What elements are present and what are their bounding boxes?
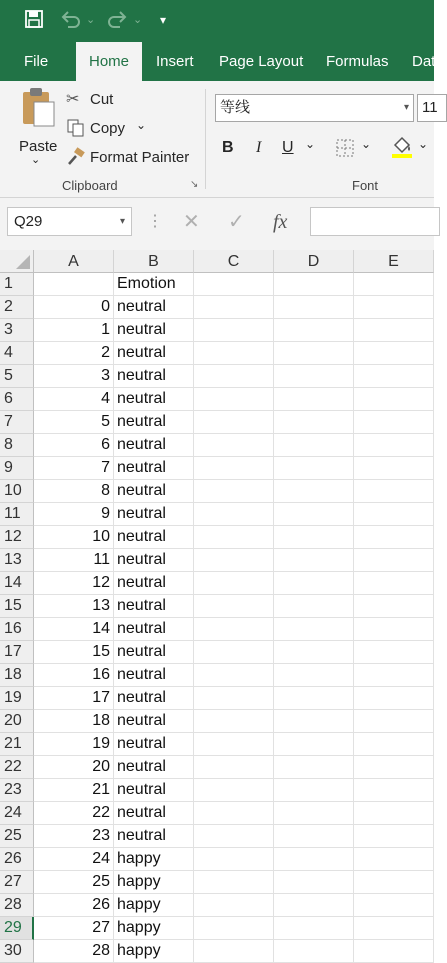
copy-label: Copy bbox=[90, 120, 126, 137]
undo-icon[interactable] bbox=[60, 10, 82, 32]
cell-e[interactable] bbox=[354, 296, 434, 319]
paste-dropdown-icon: ⌄ bbox=[31, 154, 41, 166]
row-header[interactable]: 25 bbox=[0, 825, 34, 848]
name-box-dropdown-icon: ▾ bbox=[119, 216, 125, 227]
cell-d[interactable] bbox=[274, 664, 354, 687]
cut-button[interactable] bbox=[66, 89, 126, 111]
borders-dropdown-icon[interactable]: ⌄ bbox=[361, 137, 372, 151]
cell-d[interactable] bbox=[274, 641, 354, 664]
cell-c[interactable] bbox=[194, 871, 274, 894]
cell-c[interactable] bbox=[194, 296, 274, 319]
font-size-select[interactable] bbox=[417, 94, 447, 122]
table-row bbox=[0, 871, 434, 894]
table-row bbox=[0, 940, 434, 963]
cell-d[interactable] bbox=[274, 549, 354, 572]
cell-a[interactable]: 24 bbox=[34, 848, 114, 871]
cell-a[interactable]: 15 bbox=[34, 641, 114, 664]
cell-b[interactable]: neutral bbox=[114, 687, 194, 710]
table-row bbox=[0, 549, 434, 572]
table-row bbox=[0, 825, 434, 848]
row-header[interactable]: 10 bbox=[0, 480, 34, 503]
format-painter-label: Format Painter bbox=[90, 149, 190, 166]
cell-c[interactable] bbox=[194, 434, 274, 457]
cell-e[interactable] bbox=[354, 273, 434, 296]
cell-e[interactable] bbox=[354, 710, 434, 733]
row-header[interactable]: 7 bbox=[0, 411, 34, 434]
column-header-a[interactable]: A bbox=[34, 250, 114, 273]
cell-e[interactable] bbox=[354, 365, 434, 388]
row-header[interactable]: 3 bbox=[0, 319, 34, 342]
cell-b[interactable]: neutral bbox=[114, 296, 194, 319]
cell-e[interactable] bbox=[354, 457, 434, 480]
table-row bbox=[0, 319, 434, 342]
fill-color-dropdown-icon[interactable]: ⌄ bbox=[418, 137, 429, 151]
table-row bbox=[0, 572, 434, 595]
cell-e[interactable] bbox=[354, 779, 434, 802]
cell-c[interactable] bbox=[194, 388, 274, 411]
redo-icon[interactable] bbox=[106, 10, 128, 32]
insert-function-button[interactable]: fx bbox=[273, 211, 288, 233]
cell-c[interactable] bbox=[194, 319, 274, 342]
cell-d[interactable] bbox=[274, 802, 354, 825]
cell-b[interactable]: neutral bbox=[114, 388, 194, 411]
row-header[interactable]: 5 bbox=[0, 365, 34, 388]
cell-c[interactable] bbox=[194, 526, 274, 549]
cell-b[interactable]: neutral bbox=[114, 825, 194, 848]
table-row bbox=[0, 641, 434, 664]
cell-a[interactable]: 6 bbox=[34, 434, 114, 457]
table-row bbox=[0, 273, 434, 296]
column-header-e[interactable]: E bbox=[354, 250, 434, 273]
cell-a[interactable]: 27 bbox=[34, 917, 114, 940]
cell-e[interactable] bbox=[354, 894, 434, 917]
cell-c[interactable] bbox=[194, 917, 274, 940]
table-row bbox=[0, 894, 434, 917]
cell-a[interactable]: 4 bbox=[34, 388, 114, 411]
table-row bbox=[0, 664, 434, 687]
row-header[interactable]: 11 bbox=[0, 503, 34, 526]
copy-icon bbox=[67, 119, 85, 142]
table-row bbox=[0, 595, 434, 618]
cell-d[interactable] bbox=[274, 848, 354, 871]
cell-b[interactable]: neutral bbox=[114, 342, 194, 365]
cell-e[interactable] bbox=[354, 917, 434, 940]
cell-c[interactable] bbox=[194, 411, 274, 434]
cell-d[interactable] bbox=[274, 503, 354, 526]
cell-c[interactable] bbox=[194, 779, 274, 802]
cell-c[interactable] bbox=[194, 457, 274, 480]
table-row bbox=[0, 457, 434, 480]
cell-c[interactable] bbox=[194, 756, 274, 779]
cell-d[interactable] bbox=[274, 526, 354, 549]
table-row bbox=[0, 710, 434, 733]
cell-a[interactable]: 18 bbox=[34, 710, 114, 733]
tab-page-layout[interactable]: Page Layout bbox=[219, 53, 304, 70]
cell-e[interactable] bbox=[354, 871, 434, 894]
cell-e[interactable] bbox=[354, 641, 434, 664]
cell-a[interactable]: 5 bbox=[34, 411, 114, 434]
column-header-c[interactable]: C bbox=[194, 250, 274, 273]
cell-b[interactable]: neutral bbox=[114, 779, 194, 802]
cell-e[interactable] bbox=[354, 848, 434, 871]
cell-e[interactable] bbox=[354, 802, 434, 825]
table-row bbox=[0, 618, 434, 641]
cell-e[interactable] bbox=[354, 618, 434, 641]
paste-label: Paste bbox=[19, 138, 58, 155]
cell-d[interactable] bbox=[274, 273, 354, 296]
row-header[interactable]: 4 bbox=[0, 342, 34, 365]
copy-dropdown-icon: ⌄ bbox=[136, 118, 147, 132]
table-row bbox=[0, 687, 434, 710]
formula-bar bbox=[0, 198, 434, 250]
cell-d[interactable] bbox=[274, 710, 354, 733]
cell-e[interactable] bbox=[354, 342, 434, 365]
cell-c[interactable] bbox=[194, 641, 274, 664]
table-row bbox=[0, 802, 434, 825]
font-name-select[interactable] bbox=[215, 94, 414, 122]
title-bar bbox=[0, 0, 434, 42]
row-header[interactable]: 26 bbox=[0, 848, 34, 871]
cell-e[interactable] bbox=[354, 480, 434, 503]
table-row bbox=[0, 365, 434, 388]
cell-e[interactable] bbox=[354, 503, 434, 526]
cell-c[interactable] bbox=[194, 572, 274, 595]
cell-b[interactable]: neutral bbox=[114, 365, 194, 388]
cell-e[interactable] bbox=[354, 756, 434, 779]
cell-b[interactable]: neutral bbox=[114, 802, 194, 825]
cell-d[interactable] bbox=[274, 595, 354, 618]
cell-d[interactable] bbox=[274, 319, 354, 342]
row-header[interactable]: 12 bbox=[0, 526, 34, 549]
row-header[interactable]: 19 bbox=[0, 687, 34, 710]
row-header[interactable]: 9 bbox=[0, 457, 34, 480]
cell-e[interactable] bbox=[354, 526, 434, 549]
table-row bbox=[0, 388, 434, 411]
ribbon bbox=[0, 81, 438, 198]
cell-e[interactable] bbox=[354, 664, 434, 687]
cell-e[interactable] bbox=[354, 434, 434, 457]
row-header[interactable]: 6 bbox=[0, 388, 34, 411]
tab-home[interactable]: Home bbox=[76, 42, 142, 81]
cell-a[interactable]: 22 bbox=[34, 802, 114, 825]
row-header[interactable]: 15 bbox=[0, 595, 34, 618]
cell-b[interactable]: neutral bbox=[114, 549, 194, 572]
cell-c[interactable] bbox=[194, 365, 274, 388]
undo-dropdown-icon[interactable]: ⌄ bbox=[86, 14, 96, 26]
paintbrush-icon bbox=[67, 148, 85, 171]
ribbon-tabs bbox=[0, 42, 434, 81]
row-header[interactable]: 17 bbox=[0, 641, 34, 664]
cell-b[interactable]: neutral bbox=[114, 572, 194, 595]
cell-b[interactable]: happy bbox=[114, 848, 194, 871]
fill-color-icon[interactable] bbox=[391, 135, 413, 164]
cell-c[interactable] bbox=[194, 848, 274, 871]
row-header[interactable]: 18 bbox=[0, 664, 34, 687]
cell-d[interactable] bbox=[274, 618, 354, 641]
row-header[interactable]: 20 bbox=[0, 710, 34, 733]
table-row bbox=[0, 342, 434, 365]
cell-d[interactable] bbox=[274, 756, 354, 779]
cell-c[interactable] bbox=[194, 802, 274, 825]
table-row bbox=[0, 480, 434, 503]
row-header[interactable]: 24 bbox=[0, 802, 34, 825]
underline-button[interactable]: U bbox=[282, 139, 294, 156]
cell-e[interactable] bbox=[354, 572, 434, 595]
row-header[interactable]: 29 bbox=[0, 917, 34, 940]
cell-a[interactable]: 19 bbox=[34, 733, 114, 756]
cell-a[interactable]: 0 bbox=[34, 296, 114, 319]
cell-c[interactable] bbox=[194, 940, 274, 963]
cell-e[interactable] bbox=[354, 825, 434, 848]
cell-c[interactable] bbox=[194, 480, 274, 503]
row-header[interactable]: 16 bbox=[0, 618, 34, 641]
table-row bbox=[0, 526, 434, 549]
cell-c[interactable] bbox=[194, 503, 274, 526]
cell-d[interactable] bbox=[274, 411, 354, 434]
formula-input[interactable] bbox=[310, 207, 440, 236]
format-painter-button[interactable] bbox=[66, 147, 191, 169]
cell-a[interactable]: 13 bbox=[34, 595, 114, 618]
cell-d[interactable] bbox=[274, 296, 354, 319]
cell-b[interactable]: neutral bbox=[114, 595, 194, 618]
underline-dropdown-icon[interactable]: ⌄ bbox=[305, 137, 316, 151]
cell-a[interactable]: 8 bbox=[34, 480, 114, 503]
table-row bbox=[0, 733, 434, 756]
spreadsheet-grid bbox=[0, 250, 434, 959]
cell-a[interactable]: 23 bbox=[34, 825, 114, 848]
italic-button[interactable]: I bbox=[256, 139, 262, 156]
name-box[interactable] bbox=[7, 207, 132, 236]
cell-a[interactable]: 3 bbox=[34, 365, 114, 388]
cell-e[interactable] bbox=[354, 687, 434, 710]
cell-d[interactable] bbox=[274, 572, 354, 595]
column-header-b[interactable]: B bbox=[114, 250, 194, 273]
cell-b[interactable]: Emotion bbox=[114, 273, 194, 296]
table-row bbox=[0, 756, 434, 779]
cell-d[interactable] bbox=[274, 871, 354, 894]
cell-d[interactable] bbox=[274, 342, 354, 365]
select-all-button[interactable] bbox=[0, 250, 34, 273]
row-header[interactable]: 21 bbox=[0, 733, 34, 756]
cell-e[interactable] bbox=[354, 549, 434, 572]
cell-e[interactable] bbox=[354, 940, 434, 963]
cell-d[interactable] bbox=[274, 733, 354, 756]
font-group-label: Font bbox=[352, 178, 379, 193]
table-row bbox=[0, 779, 434, 802]
font-name-dropdown-icon: ▾ bbox=[403, 102, 409, 113]
cell-b[interactable]: neutral bbox=[114, 710, 194, 733]
cell-e[interactable] bbox=[354, 388, 434, 411]
cell-c[interactable] bbox=[194, 664, 274, 687]
row-header[interactable]: 13 bbox=[0, 549, 34, 572]
cell-a[interactable]: 26 bbox=[34, 894, 114, 917]
cell-c[interactable] bbox=[194, 342, 274, 365]
cell-c[interactable] bbox=[194, 733, 274, 756]
cell-b[interactable]: neutral bbox=[114, 641, 194, 664]
cell-d[interactable] bbox=[274, 388, 354, 411]
cell-a[interactable]: 9 bbox=[34, 503, 114, 526]
cell-e[interactable] bbox=[354, 319, 434, 342]
cell-d[interactable] bbox=[274, 480, 354, 503]
cell-c[interactable] bbox=[194, 273, 274, 296]
customize-icon[interactable]: ▾ bbox=[160, 13, 167, 27]
row-header[interactable]: 14 bbox=[0, 572, 34, 595]
cell-e[interactable] bbox=[354, 733, 434, 756]
cell-b[interactable]: neutral bbox=[114, 411, 194, 434]
cell-b[interactable]: neutral bbox=[114, 733, 194, 756]
cell-b[interactable]: neutral bbox=[114, 480, 194, 503]
cell-c[interactable] bbox=[194, 825, 274, 848]
formula-bar-grip-icon: ⋮ bbox=[147, 213, 163, 230]
cancel-icon[interactable]: ✕ bbox=[183, 211, 200, 233]
cut-label: Cut bbox=[90, 91, 114, 108]
table-row bbox=[0, 411, 434, 434]
cell-d[interactable] bbox=[274, 825, 354, 848]
cell-b[interactable]: happy bbox=[114, 940, 194, 963]
clipboard-group-label: Clipboard bbox=[62, 178, 118, 193]
table-row bbox=[0, 296, 434, 319]
cell-b[interactable]: neutral bbox=[114, 526, 194, 549]
cell-c[interactable] bbox=[194, 710, 274, 733]
cell-a[interactable]: 17 bbox=[34, 687, 114, 710]
cell-a[interactable]: 25 bbox=[34, 871, 114, 894]
clipboard-icon bbox=[20, 87, 56, 134]
cell-a[interactable]: 20 bbox=[34, 756, 114, 779]
cell-b[interactable]: neutral bbox=[114, 319, 194, 342]
tab-formulas[interactable]: Formulas bbox=[326, 53, 389, 70]
cell-e[interactable] bbox=[354, 595, 434, 618]
ribbon-group-divider bbox=[205, 89, 206, 189]
cell-a[interactable]: 7 bbox=[34, 457, 114, 480]
cell-d[interactable] bbox=[274, 365, 354, 388]
cell-d[interactable] bbox=[274, 687, 354, 710]
cell-b[interactable]: neutral bbox=[114, 503, 194, 526]
cell-a[interactable]: 12 bbox=[34, 572, 114, 595]
cell-a[interactable] bbox=[34, 273, 114, 296]
cell-c[interactable] bbox=[194, 894, 274, 917]
cell-b[interactable]: neutral bbox=[114, 664, 194, 687]
row-header[interactable]: 30 bbox=[0, 940, 34, 963]
row-header[interactable]: 22 bbox=[0, 756, 34, 779]
tab-insert[interactable]: Insert bbox=[156, 53, 194, 70]
row-header[interactable]: 8 bbox=[0, 434, 34, 457]
cell-a[interactable]: 14 bbox=[34, 618, 114, 641]
cell-b[interactable]: neutral bbox=[114, 457, 194, 480]
bold-button[interactable]: B bbox=[222, 139, 234, 156]
save-icon[interactable] bbox=[25, 10, 43, 32]
cell-d[interactable] bbox=[274, 457, 354, 480]
table-row bbox=[0, 503, 434, 526]
cell-c[interactable] bbox=[194, 595, 274, 618]
name-box-value: Q29 bbox=[14, 213, 43, 230]
cell-d[interactable] bbox=[274, 894, 354, 917]
cell-d[interactable] bbox=[274, 940, 354, 963]
row-header[interactable]: 28 bbox=[0, 894, 34, 917]
borders-icon[interactable] bbox=[336, 139, 354, 162]
row-header[interactable]: 27 bbox=[0, 871, 34, 894]
tab-file[interactable]: File bbox=[24, 53, 49, 70]
paste-button[interactable] bbox=[14, 87, 60, 169]
scissors-icon: ✂ bbox=[66, 91, 80, 108]
cell-b[interactable]: neutral bbox=[114, 434, 194, 457]
cell-d[interactable] bbox=[274, 917, 354, 940]
cell-e[interactable] bbox=[354, 411, 434, 434]
cell-a[interactable]: 11 bbox=[34, 549, 114, 572]
cell-b[interactable]: happy bbox=[114, 894, 194, 917]
cell-b[interactable]: neutral bbox=[114, 618, 194, 641]
cell-c[interactable] bbox=[194, 618, 274, 641]
redo-dropdown-icon[interactable]: ⌄ bbox=[133, 14, 143, 26]
cell-a[interactable]: 10 bbox=[34, 526, 114, 549]
cell-a[interactable]: 2 bbox=[34, 342, 114, 365]
row-header[interactable]: 23 bbox=[0, 779, 34, 802]
cell-d[interactable] bbox=[274, 779, 354, 802]
row-header[interactable]: 2 bbox=[0, 296, 34, 319]
cell-b[interactable]: happy bbox=[114, 917, 194, 940]
row-header[interactable]: 1 bbox=[0, 273, 34, 296]
cell-c[interactable] bbox=[194, 687, 274, 710]
cell-a[interactable]: 28 bbox=[34, 940, 114, 963]
cell-a[interactable]: 1 bbox=[34, 319, 114, 342]
table-row bbox=[0, 434, 434, 457]
enter-icon[interactable]: ✓ bbox=[228, 211, 245, 233]
clipboard-dialog-launcher-icon[interactable]: ↘ bbox=[190, 179, 199, 190]
tab-data[interactable]: Dat bbox=[412, 53, 436, 70]
table-row bbox=[0, 848, 434, 871]
font-name-value: 等线 bbox=[220, 99, 251, 116]
cell-d[interactable] bbox=[274, 434, 354, 457]
cell-a[interactable]: 16 bbox=[34, 664, 114, 687]
cell-a[interactable]: 21 bbox=[34, 779, 114, 802]
table-row bbox=[0, 917, 434, 940]
cell-c[interactable] bbox=[194, 549, 274, 572]
font-size-value: 11 bbox=[422, 99, 438, 116]
cell-b[interactable]: neutral bbox=[114, 756, 194, 779]
column-header-d[interactable]: D bbox=[274, 250, 354, 273]
copy-button[interactable] bbox=[66, 118, 156, 140]
cell-b[interactable]: happy bbox=[114, 871, 194, 894]
